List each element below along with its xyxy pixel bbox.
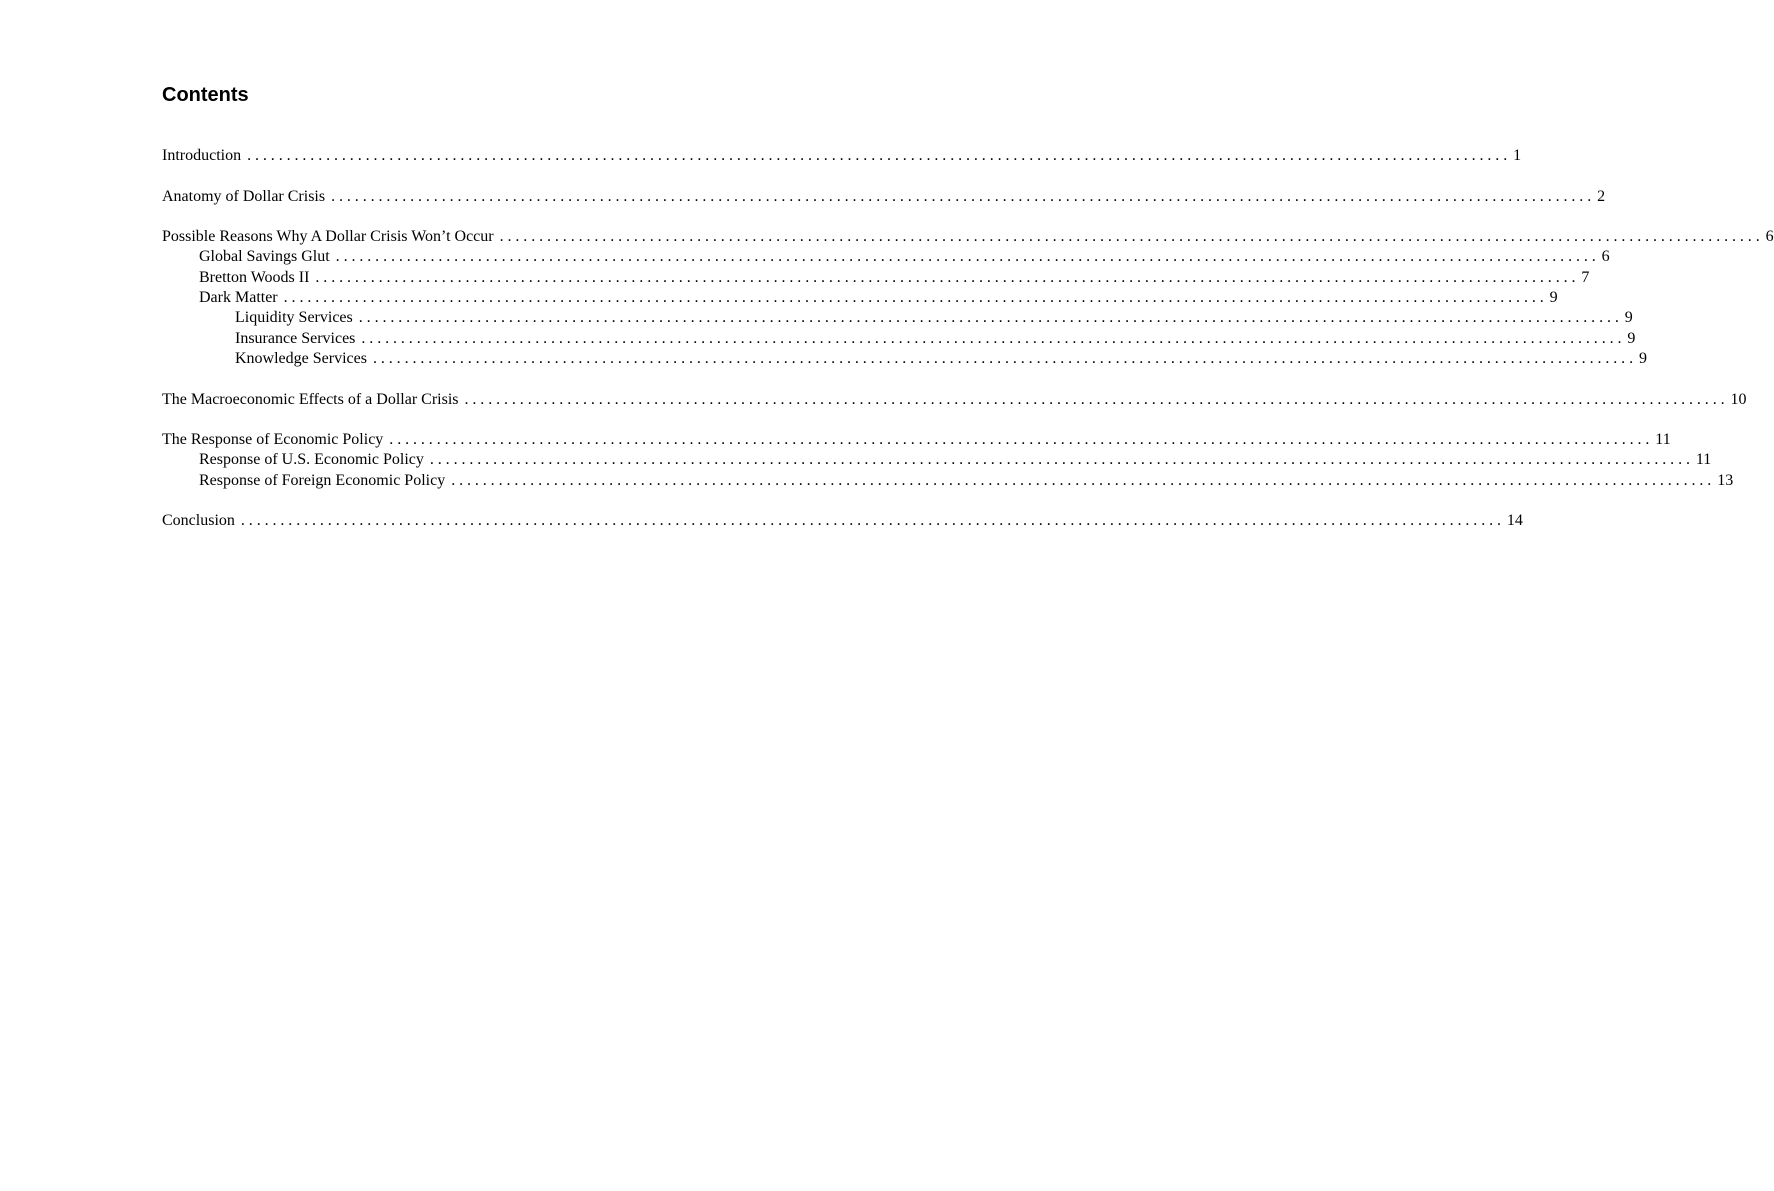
toc-entry-page-number: 1 bbox=[1513, 147, 1522, 164]
toc-entry[interactable] bbox=[162, 329, 1636, 349]
toc-dot-leader: ................................................................................................................................................................ bbox=[499, 228, 1764, 246]
table-of-contents bbox=[162, 146, 1774, 532]
toc-entry-page-number: 9 bbox=[1627, 329, 1636, 347]
toc-dot-leader: ................................................................................................................................................................ bbox=[315, 268, 1580, 286]
toc-entry-page-number: 9 bbox=[1638, 349, 1647, 367]
toc-entry-page-number: 13 bbox=[1717, 471, 1734, 489]
toc-entry-title: Dark Matter bbox=[199, 289, 278, 307]
toc-dot-leader: ................................................................................................................................................................ bbox=[361, 329, 1626, 347]
toc-dot-leader: ................................................................................................................................................................ bbox=[451, 471, 1716, 489]
toc-entry-title: The Response of Economic Policy bbox=[162, 431, 384, 449]
toc-entry-title: Conclusion bbox=[162, 512, 235, 530]
toc-entry-page-number: 7 bbox=[1581, 268, 1590, 286]
toc-entry-page-number: 9 bbox=[1624, 309, 1633, 327]
toc-entry-page-number: 11 bbox=[1695, 451, 1712, 469]
toc-entry-page-number: 11 bbox=[1655, 431, 1671, 449]
toc-entry-title: Insurance Services bbox=[235, 329, 356, 347]
toc-dot-leader: ................................................................................................................................................................ bbox=[283, 289, 1548, 307]
toc-entry[interactable] bbox=[162, 288, 1558, 308]
toc-entry[interactable] bbox=[162, 308, 1633, 328]
toc-entry[interactable] bbox=[162, 349, 1647, 369]
toc-entry-title: Liquidity Services bbox=[235, 309, 353, 327]
toc-dot-leader: ................................................................................................................................................................ bbox=[247, 147, 1512, 164]
toc-entry-page-number: 6 bbox=[1601, 248, 1610, 266]
toc-dot-leader: ................................................................................................................................................................ bbox=[335, 248, 1600, 266]
toc-dot-leader: ................................................................................................................................................................ bbox=[389, 431, 1654, 449]
toc-entry[interactable] bbox=[162, 430, 1671, 450]
toc-entry-title: Bretton Woods II bbox=[199, 268, 310, 286]
contents-heading: Contents bbox=[162, 84, 249, 106]
toc-dot-leader: ................................................................................................................................................................ bbox=[331, 187, 1596, 205]
toc-entry[interactable] bbox=[162, 268, 1590, 288]
toc-entry-page-number: 2 bbox=[1597, 187, 1606, 205]
toc-entry-title: Response of Foreign Economic Policy bbox=[199, 471, 446, 489]
toc-entry-title: Anatomy of Dollar Crisis bbox=[162, 187, 326, 205]
toc-entry-title: Introduction bbox=[162, 147, 242, 164]
toc-entry-page-number: 10 bbox=[1730, 390, 1747, 408]
toc-entry[interactable] bbox=[162, 390, 1747, 410]
toc-entry-title: Response of U.S. Economic Policy bbox=[199, 451, 424, 469]
toc-entry-title: Global Savings Glut bbox=[199, 248, 330, 266]
toc-dot-leader: ................................................................................................................................................................ bbox=[358, 309, 1623, 327]
toc-dot-leader: ................................................................................................................................................................ bbox=[372, 349, 1637, 367]
toc-entry-page-number: 9 bbox=[1549, 289, 1558, 307]
toc-entry-title: Knowledge Services bbox=[235, 349, 367, 367]
toc-entry[interactable] bbox=[162, 146, 1522, 166]
toc-dot-leader: ................................................................................................................................................................ bbox=[429, 451, 1694, 469]
toc-entry[interactable] bbox=[162, 187, 1606, 207]
toc-entry[interactable] bbox=[162, 511, 1523, 531]
toc-dot-leader: ................................................................................................................................................................ bbox=[464, 390, 1729, 408]
toc-entry[interactable] bbox=[162, 227, 1774, 247]
toc-entry-title: Possible Reasons Why A Dollar Crisis Won’t Occur bbox=[162, 228, 494, 246]
toc-entry[interactable] bbox=[162, 471, 1734, 491]
toc-dot-leader: ................................................................................................................................................................ bbox=[240, 512, 1505, 530]
toc-entry-title: The Macroeconomic Effects of a Dollar Crisis bbox=[162, 390, 459, 408]
toc-entry-page-number: 14 bbox=[1506, 512, 1523, 530]
toc-entry[interactable] bbox=[162, 450, 1712, 470]
toc-entry-page-number: 6 bbox=[1765, 228, 1774, 246]
toc-entry[interactable] bbox=[162, 247, 1610, 267]
